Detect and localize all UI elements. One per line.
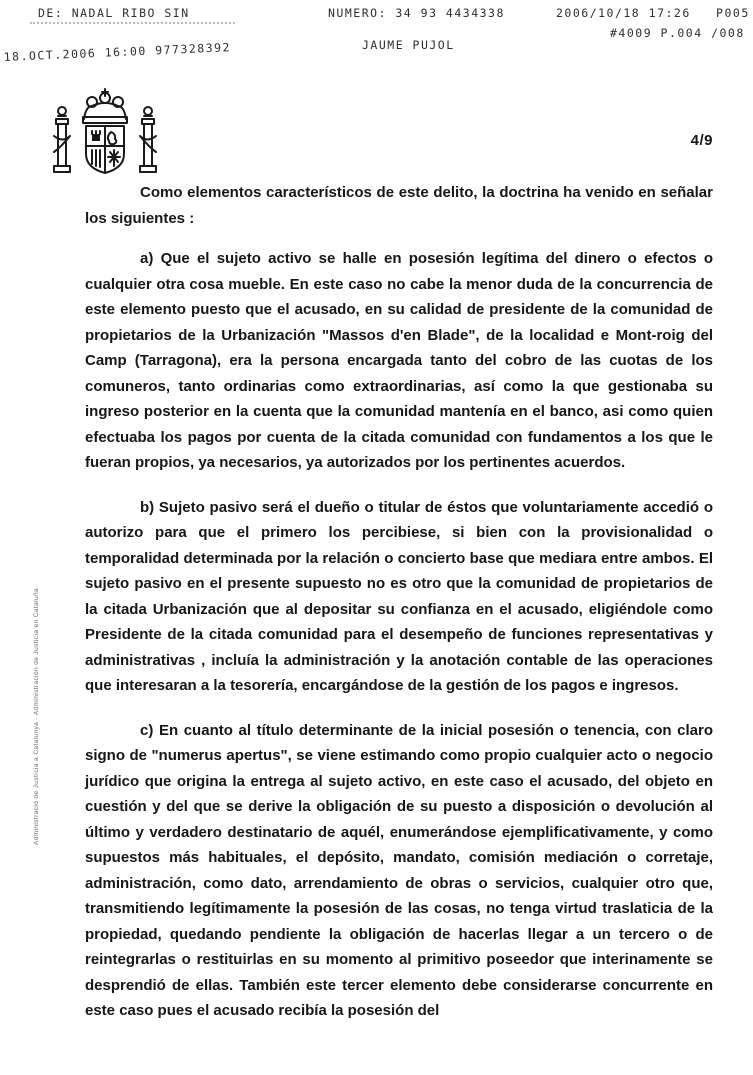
smudge-line: [30, 22, 235, 24]
paragraph-intro: Como elementos característicos de este delito, la doctrina ha venido en señalar los siguientes :: [85, 184, 713, 227]
margin-administration-text: Administració de Justícia a Catalunya · Administración de Justicia en Cataluña: [33, 587, 40, 845]
paragraph-c: c) En cuanto al título determinante de la inicial posesión o tenencia, con claro signo de "numerus apertus", se viene estimando como propio cualquier acto o negocio jurídico que origina la entrega al sujeto activo, en este caso el acusado, del objeto en cuestión y del que se derive la obligación de su puesto a disposición o devolución al último y verdadero destinatario de aquél, enumerándose ejemplificativamente, y como supuestos más habituales, el depósito, mandato, comisión mediación o corretaje, administración, como dato, arrendamiento de obras o servicios, cualquier otro que, transmitiendo legítimamente la posesión de las cosas, no tenga virtud traslaticia de la propiedad, quedando pendiente la obligación de hacerlas llegar a un tercero o de reintegrarlas o restituirlas en su momento al primitivo poseedor que interinamente se desprendió de ellas. También este tercer elemento debe considerarse concurrente en este caso pues el acusado recibía la posesión del: [85, 721, 713, 1019]
page-number: 4/9: [690, 132, 713, 149]
fax-from: DE: NADAL RIBO SIN: [38, 6, 190, 20]
fax-datetime-page: 2006/10/18 17:26 P005: [556, 6, 750, 20]
fax-number: NUMERO: 34 93 4434338: [328, 6, 505, 20]
fax-recipient: JAUME PUJOL: [362, 38, 455, 52]
fax-local-stamp: 18.OCT.2006 16:00 977328392: [3, 40, 232, 64]
fax-page-counter: #4009 P.004 /008: [610, 26, 745, 40]
paragraph-b: b) Sujeto pasivo será el dueño o titular de éstos que voluntariamente accedió o autorizo para que el primero los percibiese, si bien con la provisionalidad o temporalidad determinada por la relación o concierto base que mediara entre ambos. El sujeto pasivo en el presente supuesto no es otro que la comunidad de propietarios de la citada Urbanización que al depositar su confianza en el acusado, eligiéndole como Presidente de la citada comunidad para el desempeño de funciones representativas y administrativas , incluía la administración y la anotación contable de las operaciones que interesaran a la tesorería, encargándose de la gestión de los pagos e ingresos.: [85, 498, 713, 694]
paragraph-a: a) Que el sujeto activo se halle en posesión legítima del dinero o efectos o cualquier otra cosa mueble. En este caso no cabe la menor duda de la concurrencia de este elemento puesto que el acusado, en su calidad de presidente de la comunidad de propietarios de la Urbanización "Massos d'en Blade", de la localidad e Mont-roig del Camp (Tarragona), era la persona encargada tanto del cobro de las cuotas de los comuneros, tanto ordinarias como extraordinarias, así como la que gestionaba su ingreso posterior en la cuenta que la comunidad mantenía en el banco, asi como quien efectuaba los pagos por cuenta de la citada comunidad con fundamentos a los que le fueran propios, ya necesarios, ya autorizados por los pertinentes acuerdos.: [85, 250, 713, 471]
document-body: [85, 180, 713, 1043]
